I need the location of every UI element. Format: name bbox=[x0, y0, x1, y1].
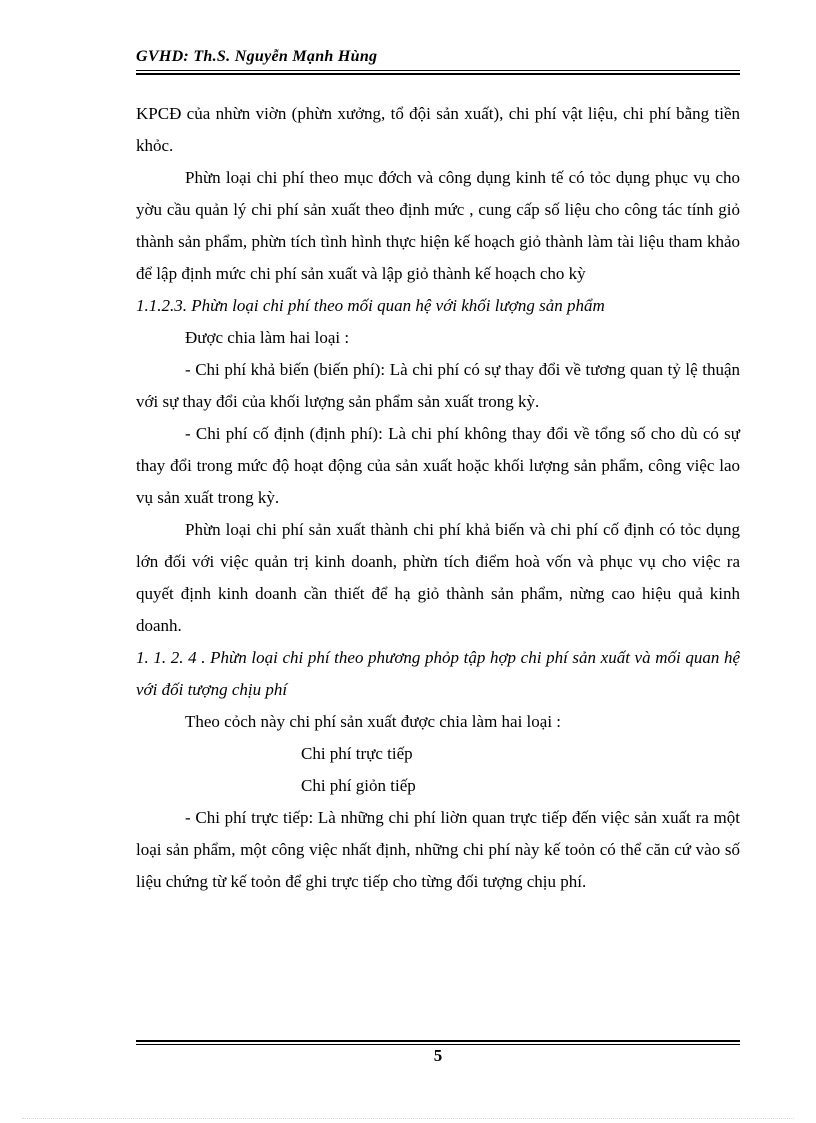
footer-rule-thick bbox=[136, 1040, 740, 1042]
header-rule-thick bbox=[136, 73, 740, 75]
paragraph: Được chia làm hai loại : bbox=[185, 328, 350, 347]
page-edge-divider bbox=[22, 1118, 794, 1119]
paragraph-bullet: - Chi phí trực tiếp: Là những chi phí liờn quan trực tiếp đến việc sản xuất ra một loại sản phẩm, một công việc nhất định, những chi phí này kế toỏn có thể căn cứ vào số liệu chứng từ kế toỏn để ghi trực tiếp cho từng đối tượng chịu phí. bbox=[136, 808, 740, 891]
section-heading: 1.1.2.3. Phừn loại chi phí theo mối quan hệ với khối lượng sản phẩm bbox=[136, 296, 605, 315]
page-number: 5 bbox=[433, 1046, 443, 1065]
paragraph: Phừn loại chi phí sản xuất thành chi phí khả biến và chi phí cố định có tỏc dụng lớn đối với việc quản trị kinh doanh, phừn tích điểm hoà vốn và phục vụ cho việc ra quyết định kinh doanh cần thiết để hạ giỏ thành sản phẩm, nừng cao hiệu quả kinh doanh. bbox=[136, 520, 740, 635]
paragraph-bullet: - Chi phí khả biến (biến phí): Là chi phí có sự thay đổi về tương quan tỷ lệ thuận với sự thay đổi của khối lượng sản phẩm sản xuất trong kỳ. bbox=[136, 360, 740, 411]
paragraph-bullet: - Chi phí cố định (định phí): Là chi phí không thay đổi về tổng số cho dù có sự thay đổi trong mức độ hoạt động của sản xuất hoặc khối lượng sản phẩm, công việc lao vụ sản xuất trong kỳ. bbox=[136, 424, 740, 507]
footer-rule-thin bbox=[136, 1044, 740, 1045]
section-heading: 1. 1. 2. 4 . Phừn loại chi phí theo phương phỏp tập hợp chi phí sản xuất và mối quan hệ với đối tượng chịu phí bbox=[136, 648, 740, 699]
paragraph: Phừn loại chi phí theo mục đớch và công dụng kinh tế có tỏc dụng phục vụ cho yờu cầu quản lý chi phí sản xuất theo định mức , cung cấp số liệu cho công tác tính giỏ thành sản phẩm, phừn tích tình hình thực hiện kế hoạch giỏ thành làm tài liệu tham khảo để lập định mức chi phí sản xuất và lập giỏ thành kế hoạch cho kỳ bbox=[136, 168, 740, 283]
list-item: Chi phí trực tiếp bbox=[301, 744, 413, 763]
page-header-title: GVHD: Th.S. Nguyễn Mạnh Hùng bbox=[136, 48, 378, 65]
paragraph-continuation: KPCĐ của nhừn viờn (phừn xưởng, tổ đội sản xuất), chi phí vật liệu, chi phí bằng tiền khỏc. bbox=[136, 104, 740, 155]
paragraph: Theo cỏch này chi phí sản xuất được chia làm hai loại : bbox=[185, 712, 562, 731]
page-body bbox=[136, 98, 740, 898]
header-rule-thin bbox=[136, 70, 740, 71]
list-item: Chi phí giỏn tiếp bbox=[301, 776, 416, 795]
